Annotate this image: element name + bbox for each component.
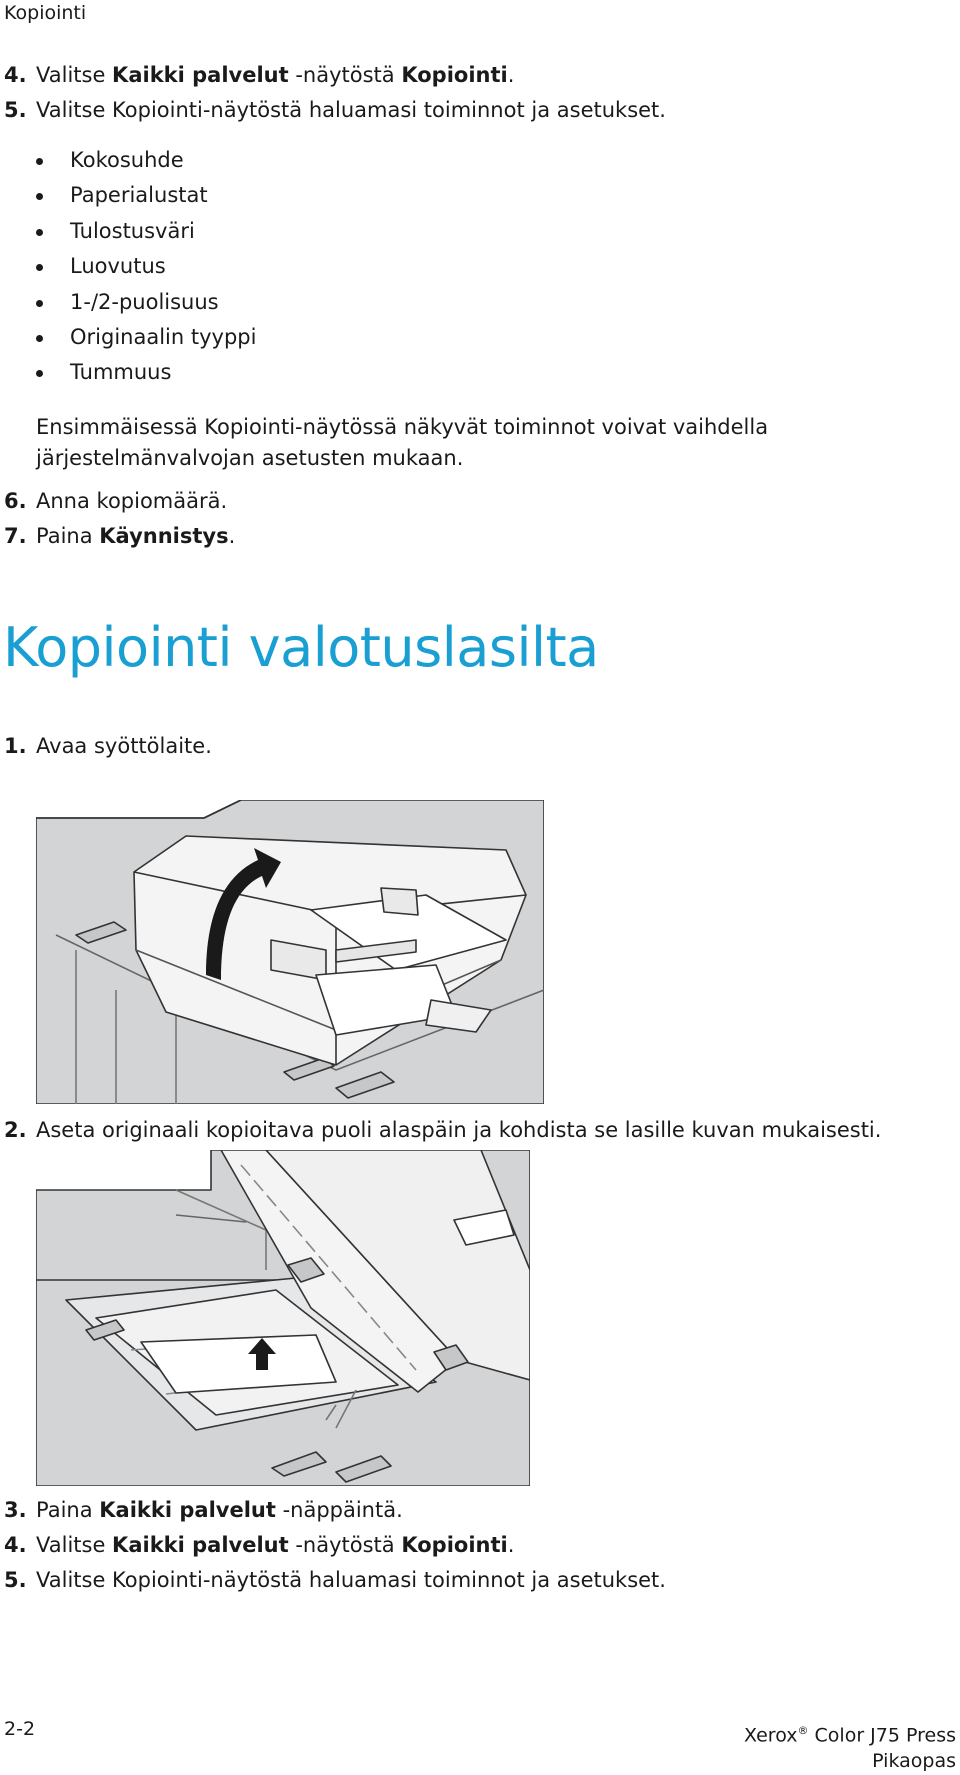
list-item: Kokosuhde <box>36 143 256 178</box>
section-step-5: 5. Valitse Kopiointi-näytöstä haluamasi toiminnot ja asetukset. <box>4 1565 666 1595</box>
product-name: Xerox® Color J75 Press <box>743 1724 956 1747</box>
step-4-top: 4. Valitse Kaikki palvelut -näytöstä Kopiointi. <box>4 60 514 90</box>
list-item: Tulostusväri <box>36 214 256 249</box>
step-number: 5. <box>4 98 27 122</box>
platen-glass-illustration <box>36 1150 530 1486</box>
section-step-1: 1. Avaa syöttölaite. <box>4 731 212 761</box>
section-title: Kopiointi valotuslasilta <box>3 616 599 679</box>
step-number: 3. <box>4 1498 27 1522</box>
section-step-2: 2. Aseta originaali kopioitava puoli alaspäin ja kohdista se lasille kuvan mukaisesti. <box>4 1115 881 1145</box>
step-7: 7. Paina Käynnistys. <box>4 521 235 551</box>
step-number: 5. <box>4 1568 27 1592</box>
page-number: 2-2 <box>4 1718 36 1740</box>
footer-product <box>744 1718 956 1774</box>
section-step-4: 4. Valitse Kaikki palvelut -näytöstä Kopiointi. <box>4 1530 514 1560</box>
list-item: Paperialustat <box>36 178 256 213</box>
running-head: Kopiointi <box>4 2 87 24</box>
document-name: Pikaopas <box>872 1750 956 1773</box>
step-number: 4. <box>4 1533 27 1557</box>
list-item: 1-/2-puolisuus <box>36 285 256 320</box>
step-number: 4. <box>4 63 27 87</box>
settings-list <box>36 143 256 391</box>
step-5-top: 5. Valitse Kopiointi-näytöstä haluamasi toiminnot ja asetukset. <box>4 95 666 125</box>
step-number: 6. <box>4 489 27 513</box>
step-number: 1. <box>4 734 27 758</box>
list-item: Tummuus <box>36 355 256 390</box>
step-6: 6. Anna kopiomäärä. <box>4 486 227 516</box>
list-item: Originaalin tyyppi <box>36 320 256 355</box>
step-number: 7. <box>4 524 27 548</box>
open-feeder-illustration <box>36 800 544 1104</box>
note-paragraph: Ensimmäisessä Kopiointi-näytössä näkyvät toiminnot voivat vaihdella järjestelmänvalvojan asetusten mukaan. <box>36 415 769 470</box>
section-step-3: 3. Paina Kaikki palvelut -näppäintä. <box>4 1495 403 1525</box>
list-item: Luovutus <box>36 249 256 284</box>
step-number: 2. <box>4 1118 27 1142</box>
